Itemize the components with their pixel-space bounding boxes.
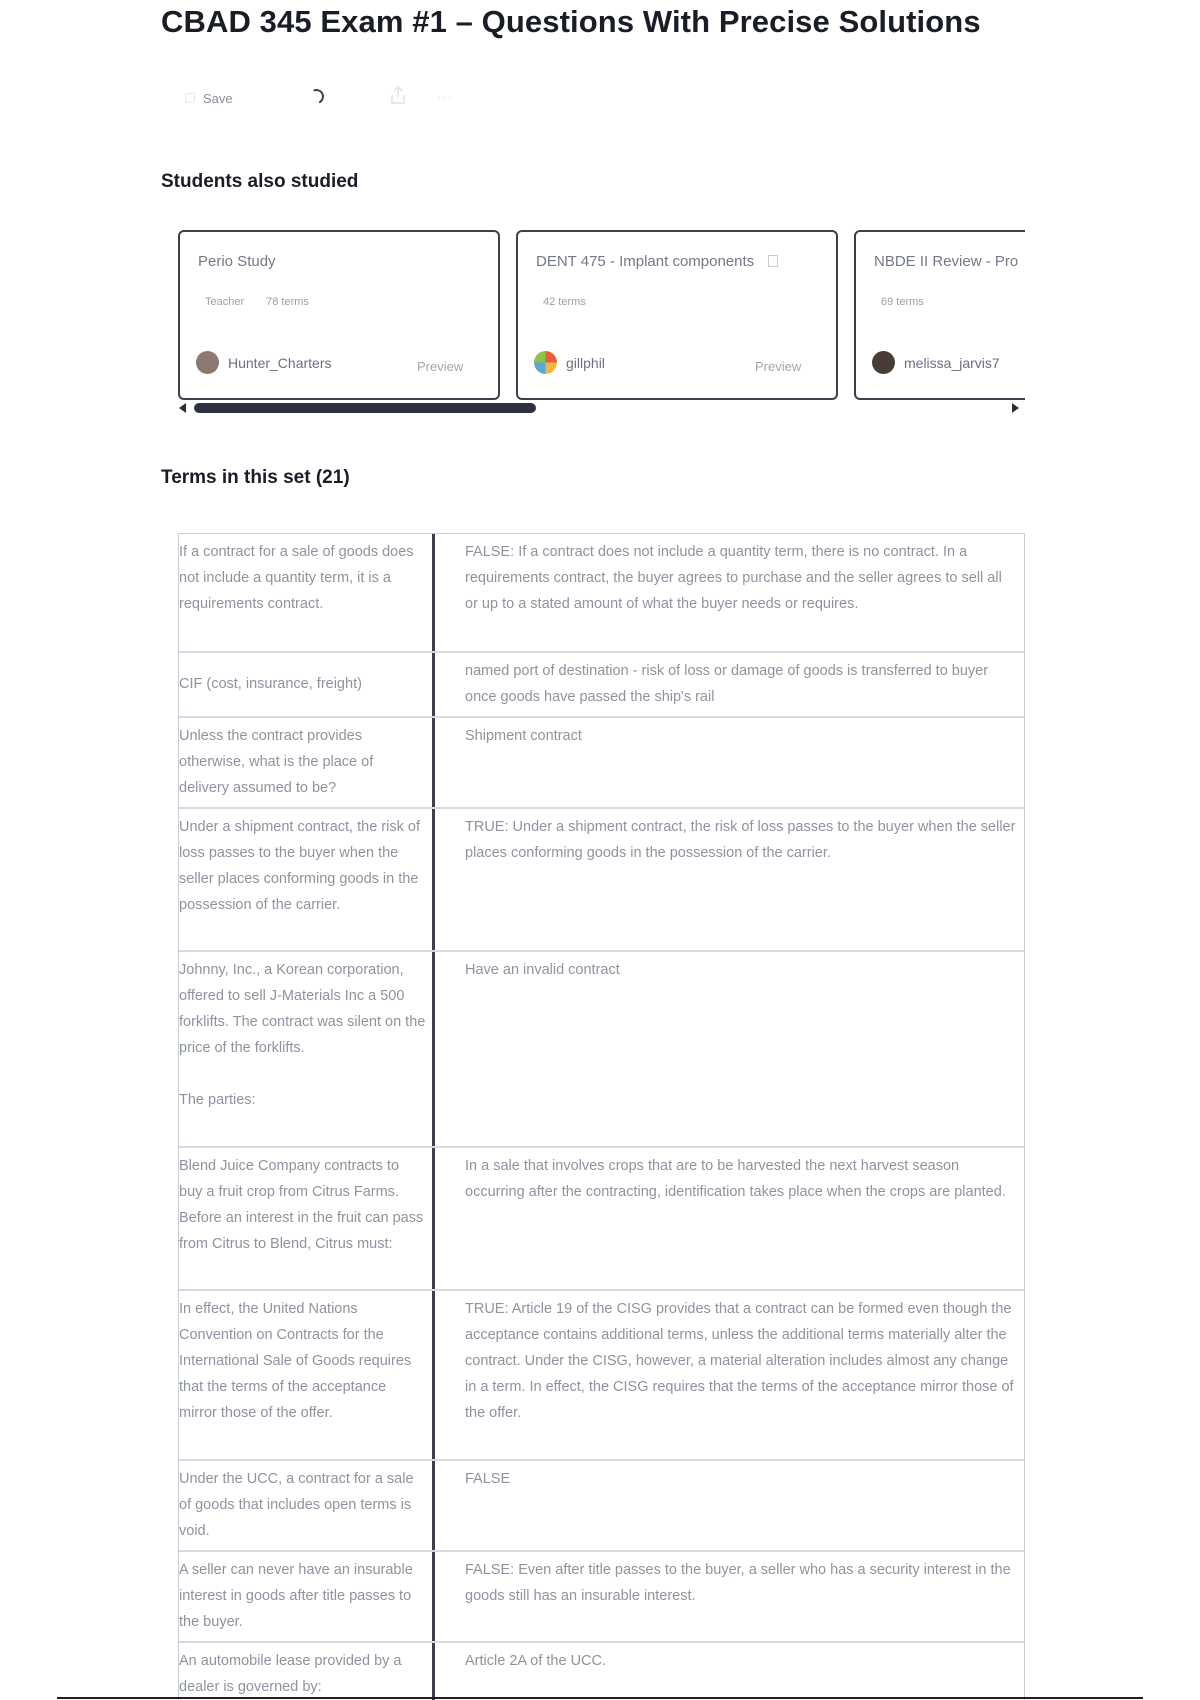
table-row	[179, 809, 1024, 952]
avatar	[196, 351, 219, 374]
term-text: CIF (cost, insurance, freight)	[179, 676, 362, 692]
term-cell	[179, 1291, 435, 1459]
definition-cell	[435, 1461, 1024, 1550]
card-role: Teacher	[205, 296, 245, 308]
document-icon	[768, 255, 778, 267]
more-options-icon[interactable]: •••	[437, 93, 454, 104]
card-user	[872, 351, 1000, 374]
table-row	[179, 952, 1024, 1148]
definition-cell	[435, 1148, 1024, 1289]
term-cell	[179, 1643, 435, 1700]
term-cell	[179, 534, 435, 651]
card-term-count: 42 terms	[543, 296, 586, 308]
card-username: Hunter_Charters	[228, 354, 332, 371]
table-row	[179, 1552, 1024, 1643]
term-text: Unless the contract provides otherwise, what is the place of delivery assumed to be?	[179, 728, 378, 796]
definition-cell	[435, 718, 1024, 807]
definition-cell	[435, 809, 1024, 950]
study-card[interactable]	[854, 230, 1025, 400]
card-title: Perio Study	[198, 253, 276, 270]
definition-text: Article 2A of the UCC.	[465, 1653, 607, 1669]
bottom-divider	[57, 1697, 1143, 1699]
save-button[interactable]: Save	[203, 90, 233, 106]
avatar	[872, 351, 895, 374]
table-row	[179, 1461, 1024, 1552]
term-text: If a contract for a sale of goods does not include a quantity term, it is a requirements contract.	[179, 544, 418, 612]
table-row	[179, 718, 1024, 809]
share-icon[interactable]	[391, 86, 405, 104]
table-row	[179, 1291, 1024, 1461]
terms-heading: Terms in this set (21)	[161, 467, 350, 488]
definition-text: FALSE: If a contract does not include a quantity term, there is no contract. In a requirements contract, the buyer agrees to purchase and the seller agrees to sell all or up to a stated amount of what the buyer needs or requires.	[465, 544, 1006, 612]
card-meta	[543, 296, 586, 308]
preview-button[interactable]: Preview	[755, 359, 802, 374]
table-row	[179, 653, 1024, 718]
term-cell	[179, 1552, 435, 1641]
term-cell	[179, 718, 435, 807]
card-username: melissa_jarvis7	[904, 354, 1000, 371]
terms-table	[178, 533, 1025, 1700]
page-title: CBAD 345 Exam #1 – Questions With Precise Solutions	[161, 4, 981, 39]
term-text: A seller can never have an insurable interest in goods after title passes to the buyer.	[179, 1562, 417, 1630]
term-cell	[179, 952, 435, 1146]
study-card-carousel	[178, 230, 1025, 425]
term-text: Johnny, Inc., a Korean corporation, offered to sell J-Materials Inc a 500 forklifts. The contract was silent on the price of the forklifts. The parties:	[179, 962, 426, 1108]
preview-button[interactable]: Preview	[417, 359, 464, 374]
definition-cell	[435, 1643, 1024, 1700]
carousel-scrollbar[interactable]	[194, 403, 536, 413]
term-text: Under a shipment contract, the risk of loss passes to the buyer when the seller places conforming goods in the possession of the carrier.	[179, 819, 425, 913]
also-studied-heading: Students also studied	[161, 171, 359, 192]
definition-cell	[435, 1552, 1024, 1641]
definition-cell	[435, 653, 1024, 716]
card-meta	[205, 296, 309, 308]
definition-cell	[435, 534, 1024, 651]
term-cell	[179, 1461, 435, 1550]
card-user	[534, 351, 605, 374]
term-cell	[179, 1148, 435, 1289]
card-title-text: DENT 475 - Implant components	[536, 253, 755, 270]
definition-text: named port of destination - risk of loss or damage of goods is transferred to buyer once goods have passed the ship's rail	[465, 663, 993, 705]
term-text: Under the UCC, a contract for a sale of goods that includes open terms is void.	[179, 1471, 418, 1539]
definition-text: TRUE: Article 19 of the CISG provides that a contract can be formed even though the acceptance contains additional terms, unless the additional terms materially alter the contract. Under the CISG, however, a material alteration includes almost any change in a term. In effect, the CISG requires that the terms of the acceptance mirror those of the offer.	[465, 1301, 1018, 1421]
save-icon	[185, 93, 195, 103]
card-title: NBDE II Review - Pro	[874, 253, 1019, 270]
term-cell	[179, 653, 435, 716]
study-card[interactable]	[516, 230, 838, 400]
definition-text: TRUE: Under a shipment contract, the risk of loss passes to the buyer when the seller places conforming goods in the possession of the carrier.	[465, 819, 1020, 861]
card-term-count: 69 terms	[881, 296, 924, 308]
card-title	[536, 253, 778, 270]
definition-text: In a sale that involves crops that are to be harvested the next harvest season occurring after the contracting, identification takes place when the crops are planted.	[465, 1158, 1006, 1200]
term-cell	[179, 809, 435, 950]
table-row	[179, 1148, 1024, 1291]
card-meta	[881, 296, 924, 308]
term-text: An automobile lease provided by a dealer is governed by:	[179, 1653, 406, 1695]
definition-text: FALSE	[465, 1471, 511, 1487]
card-username: gillphil	[566, 354, 605, 371]
table-row	[179, 1643, 1024, 1700]
term-text: In effect, the United Nations Convention on Contracts for the International Sale of Goods requires that the terms of the acceptance mirror those of the offer.	[179, 1301, 416, 1421]
avatar	[534, 351, 557, 374]
study-card[interactable]	[178, 230, 500, 400]
definition-cell	[435, 1291, 1024, 1459]
card-user	[196, 351, 332, 374]
definition-text: FALSE: Even after title passes to the buyer, a seller who has a security interest in the goods still has an insurable interest.	[465, 1562, 1015, 1604]
term-text: Blend Juice Company contracts to buy a fruit crop from Citrus Farms. Before an interest in the fruit can pass from Citrus to Blend, Citrus must:	[179, 1158, 428, 1252]
toolbar	[185, 84, 485, 112]
definition-cell	[435, 952, 1024, 1146]
definition-text: Have an invalid contract	[465, 962, 620, 978]
definition-text: Shipment contract	[465, 728, 582, 744]
loading-spinner-icon	[307, 87, 326, 106]
scroll-left-icon[interactable]	[179, 403, 186, 413]
card-term-count: 78 terms	[266, 296, 309, 308]
table-row	[179, 534, 1024, 653]
scroll-right-icon[interactable]	[1012, 403, 1019, 413]
